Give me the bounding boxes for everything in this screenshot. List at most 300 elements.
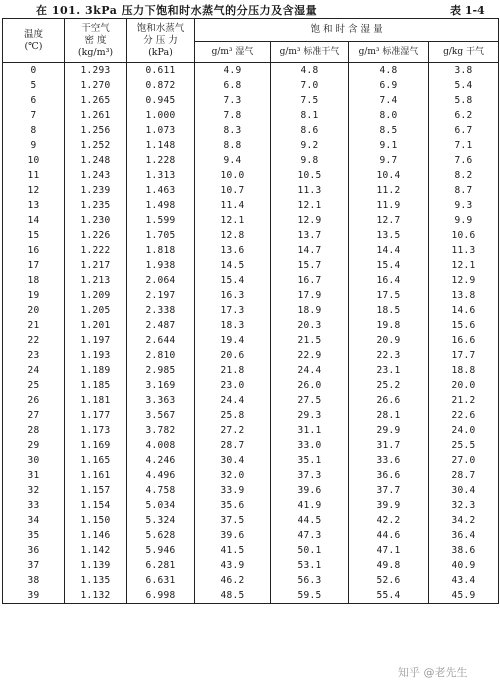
- moisture-humid-gas-cell: 9.4: [195, 153, 271, 168]
- pressure-cell: 1.000: [127, 108, 195, 123]
- moisture-std-dry-gas-cell: 39.6: [271, 483, 349, 498]
- density-cell: 1.189: [65, 363, 127, 378]
- moisture-dry-gas-kg-cell: 18.8: [429, 363, 499, 378]
- density-header-line: 密 度: [84, 34, 107, 46]
- moisture-dry-gas-kg-cell: 14.6: [429, 303, 499, 318]
- moisture-std-dry-gas-cell: 8.6: [271, 123, 349, 138]
- table-row: [3, 93, 499, 108]
- table-header: [3, 19, 499, 63]
- pressure-cell: 2.644: [127, 333, 195, 348]
- moisture-std-humid-gas-cell: 25.2: [349, 378, 429, 393]
- moisture-humid-gas-cell: 16.3: [195, 288, 271, 303]
- pressure-cell: 0.611: [127, 63, 195, 79]
- moisture-std-dry-gas-cell: 50.1: [271, 543, 349, 558]
- moisture-std-dry-gas-cell: 11.3: [271, 183, 349, 198]
- moisture-humid-gas-cell: 24.4: [195, 393, 271, 408]
- moisture-humid-gas-cell: 13.6: [195, 243, 271, 258]
- pressure-cell: 3.169: [127, 378, 195, 393]
- temperature-cell: 13: [3, 198, 65, 213]
- density-cell: 1.205: [65, 303, 127, 318]
- table-row: [3, 78, 499, 93]
- table-row: [3, 303, 499, 318]
- moisture-std-humid-gas-cell: 20.9: [349, 333, 429, 348]
- moisture-std-humid-gas-cell: 18.5: [349, 303, 429, 318]
- table-row: [3, 258, 499, 273]
- pressure-cell: 6.631: [127, 573, 195, 588]
- moisture-std-dry-gas-cell: 18.9: [271, 303, 349, 318]
- moisture-std-dry-gas-cell: 53.1: [271, 558, 349, 573]
- pressure-cell: 1.705: [127, 228, 195, 243]
- table-row: [3, 513, 499, 528]
- moisture-dry-gas-kg-cell: 38.6: [429, 543, 499, 558]
- moisture-std-humid-gas-cell: 37.7: [349, 483, 429, 498]
- temperature-cell: 19: [3, 288, 65, 303]
- moisture-std-humid-gas-cell: 42.2: [349, 513, 429, 528]
- density-cell: 1.185: [65, 378, 127, 393]
- moisture-dry-gas-kg-cell: 5.8: [429, 93, 499, 108]
- moisture-std-dry-gas-cell: 15.7: [271, 258, 349, 273]
- pressure-cell: 3.567: [127, 408, 195, 423]
- pressure-header-line: 分 压 力: [143, 34, 178, 46]
- table-row: [3, 408, 499, 423]
- moisture-dry-gas-kg-cell: 11.3: [429, 243, 499, 258]
- moisture-dry-gas-kg-cell: 21.2: [429, 393, 499, 408]
- temperature-header: [3, 19, 65, 63]
- table-row: [3, 168, 499, 183]
- density-cell: 1.146: [65, 528, 127, 543]
- pressure-header: [127, 19, 195, 63]
- moisture-std-dry-gas-cell: 47.3: [271, 528, 349, 543]
- moisture-std-humid-gas-cell: 22.3: [349, 348, 429, 363]
- moisture-humid-gas-cell: 15.4: [195, 273, 271, 288]
- temperature-cell: 8: [3, 123, 65, 138]
- moisture-std-dry-gas-cell: 26.0: [271, 378, 349, 393]
- moisture-dry-gas-kg-cell: 9.3: [429, 198, 499, 213]
- temperature-cell: 22: [3, 333, 65, 348]
- moisture-std-dry-gas-cell: 7.0: [271, 78, 349, 93]
- density-header-line: 干空气: [81, 22, 110, 34]
- moisture-dry-gas-kg-cell: 25.5: [429, 438, 499, 453]
- pressure-cell: 1.599: [127, 213, 195, 228]
- density-cell: 1.252: [65, 138, 127, 153]
- moisture-humid-gas-cell: 18.3: [195, 318, 271, 333]
- density-cell: 1.142: [65, 543, 127, 558]
- moisture-humid-gas-cell: 8.3: [195, 123, 271, 138]
- table-row: [3, 558, 499, 573]
- moisture-std-dry-gas-cell: 31.1: [271, 423, 349, 438]
- pressure-cell: 1.228: [127, 153, 195, 168]
- moisture-std-humid-gas-cell: 44.6: [349, 528, 429, 543]
- moisture-std-dry-gas-cell: 59.5: [271, 588, 349, 604]
- moisture-dry-gas-kg-cell: 5.4: [429, 78, 499, 93]
- moisture-humid-gas-cell: 20.6: [195, 348, 271, 363]
- table-row: [3, 423, 499, 438]
- temperature-cell: 34: [3, 513, 65, 528]
- density-cell: 1.139: [65, 558, 127, 573]
- moisture-std-dry-gas-cell: 24.4: [271, 363, 349, 378]
- moisture-std-humid-gas-cell: 15.4: [349, 258, 429, 273]
- density-unit: (kg/m³): [77, 46, 114, 58]
- pressure-cell: 2.338: [127, 303, 195, 318]
- moisture-humid-gas-cell: 14.5: [195, 258, 271, 273]
- temperature-cell: 15: [3, 228, 65, 243]
- temperature-cell: 11: [3, 168, 65, 183]
- temperature-cell: 24: [3, 363, 65, 378]
- moisture-std-dry-gas-cell: 14.7: [271, 243, 349, 258]
- moisture-humid-gas-cell: 30.4: [195, 453, 271, 468]
- moisture-std-humid-gas-cell: 19.8: [349, 318, 429, 333]
- moisture-humid-gas-cell: 25.8: [195, 408, 271, 423]
- pressure-cell: 0.945: [127, 93, 195, 108]
- table-row: [3, 138, 499, 153]
- moisture-dry-gas-kg-cell: 6.7: [429, 123, 499, 138]
- moisture-dry-gas-kg-cell: 32.3: [429, 498, 499, 513]
- moisture-std-humid-gas-cell: 7.4: [349, 93, 429, 108]
- pressure-cell: 5.324: [127, 513, 195, 528]
- pressure-header-line: 饱和水蒸气: [136, 22, 185, 34]
- moisture-group-header: 饱 和 时 含 湿 量: [195, 19, 499, 42]
- moisture-std-dry-gas-cell: 9.2: [271, 138, 349, 153]
- moisture-humid-gas-cell: 19.4: [195, 333, 271, 348]
- temperature-cell: 30: [3, 453, 65, 468]
- moisture-dry-gas-kg-cell: 7.1: [429, 138, 499, 153]
- temperature-cell: 20: [3, 303, 65, 318]
- moisture-humid-gas-cell: 33.9: [195, 483, 271, 498]
- density-header: [65, 19, 127, 63]
- moisture-humid-gas-cell: 8.8: [195, 138, 271, 153]
- pressure-cell: 1.148: [127, 138, 195, 153]
- table-row: [3, 498, 499, 513]
- table-row: [3, 228, 499, 243]
- moisture-humid-gas-cell: 10.0: [195, 168, 271, 183]
- moisture-std-humid-gas-cell: 39.9: [349, 498, 429, 513]
- moisture-std-humid-gas-cell: 11.9: [349, 198, 429, 213]
- moisture-std-humid-gas-cell: 8.5: [349, 123, 429, 138]
- moisture-humid-gas-cell: 7.3: [195, 93, 271, 108]
- pressure-cell: 1.073: [127, 123, 195, 138]
- pressure-cell: 3.363: [127, 393, 195, 408]
- moisture-humid-gas-cell: 21.8: [195, 363, 271, 378]
- density-cell: 1.154: [65, 498, 127, 513]
- pressure-cell: 1.463: [127, 183, 195, 198]
- moisture-dry-gas-kg-cell: 40.9: [429, 558, 499, 573]
- density-cell: 1.256: [65, 123, 127, 138]
- table-row: [3, 273, 499, 288]
- moisture-humid-gas-cell: 10.7: [195, 183, 271, 198]
- moisture-std-dry-gas-cell: 37.3: [271, 468, 349, 483]
- moisture-dry-gas-kg-cell: 8.2: [429, 168, 499, 183]
- moisture-std-dry-gas-cell: 33.0: [271, 438, 349, 453]
- table-row: [3, 288, 499, 303]
- moisture-dry-gas-kg-cell: 12.1: [429, 258, 499, 273]
- temperature-cell: 36: [3, 543, 65, 558]
- moisture-std-dry-gas-cell: 41.9: [271, 498, 349, 513]
- moisture-dry-gas-kg-cell: 36.4: [429, 528, 499, 543]
- moisture-humid-gas-cell: 39.6: [195, 528, 271, 543]
- moisture-std-dry-gas-cell: 10.5: [271, 168, 349, 183]
- density-cell: 1.217: [65, 258, 127, 273]
- table-row: [3, 198, 499, 213]
- temperature-cell: 27: [3, 408, 65, 423]
- table-row: [3, 528, 499, 543]
- moisture-std-dry-gas-cell: 13.7: [271, 228, 349, 243]
- table-row: [3, 573, 499, 588]
- temperature-cell: 29: [3, 438, 65, 453]
- temperature-cell: 5: [3, 78, 65, 93]
- density-cell: 1.181: [65, 393, 127, 408]
- moisture-std-humid-gas-cell: 14.4: [349, 243, 429, 258]
- temperature-unit: (℃): [24, 40, 43, 52]
- moisture-std-humid-gas-cell: 8.0: [349, 108, 429, 123]
- moisture-dry-gas-kg-cell: 17.7: [429, 348, 499, 363]
- moisture-dry-gas-kg-cell: 28.7: [429, 468, 499, 483]
- moisture-humid-gas-cell: 28.7: [195, 438, 271, 453]
- moisture-humid-gas-cell: 37.5: [195, 513, 271, 528]
- table-row: [3, 468, 499, 483]
- moisture-std-dry-gas-cell: 20.3: [271, 318, 349, 333]
- moisture-std-humid-gas-cell: 11.2: [349, 183, 429, 198]
- density-cell: 1.165: [65, 453, 127, 468]
- moisture-std-dry-gas-header: g/m³ 标准干气: [271, 42, 349, 63]
- moisture-humid-gas-cell: 43.9: [195, 558, 271, 573]
- pressure-cell: 2.487: [127, 318, 195, 333]
- table-row: [3, 63, 499, 79]
- density-cell: 1.177: [65, 408, 127, 423]
- moisture-std-dry-gas-cell: 22.9: [271, 348, 349, 363]
- pressure-cell: 4.008: [127, 438, 195, 453]
- density-cell: 1.265: [65, 93, 127, 108]
- table-row: [3, 393, 499, 408]
- moisture-humid-gas-cell: 27.2: [195, 423, 271, 438]
- moisture-humid-gas-cell: 11.4: [195, 198, 271, 213]
- moisture-dry-gas-kg-cell: 8.7: [429, 183, 499, 198]
- moisture-std-humid-gas-cell: 17.5: [349, 288, 429, 303]
- moisture-std-dry-gas-cell: 16.7: [271, 273, 349, 288]
- density-cell: 1.132: [65, 588, 127, 604]
- table-row: [3, 348, 499, 363]
- pressure-cell: 0.872: [127, 78, 195, 93]
- moisture-std-humid-gas-cell: 49.8: [349, 558, 429, 573]
- moisture-dry-gas-kg-cell: 13.8: [429, 288, 499, 303]
- temperature-cell: 18: [3, 273, 65, 288]
- moisture-std-dry-gas-cell: 12.1: [271, 198, 349, 213]
- moisture-humid-gas-cell: 48.5: [195, 588, 271, 604]
- temperature-cell: 37: [3, 558, 65, 573]
- moisture-std-humid-gas-cell: 10.4: [349, 168, 429, 183]
- moisture-std-humid-gas-cell: 6.9: [349, 78, 429, 93]
- moisture-std-dry-gas-cell: 56.3: [271, 573, 349, 588]
- table-row: [3, 483, 499, 498]
- table-row: [3, 588, 499, 604]
- moisture-dry-gas-kg-cell: 9.9: [429, 213, 499, 228]
- table-row: [3, 243, 499, 258]
- density-cell: 1.230: [65, 213, 127, 228]
- moisture-humid-gas-cell: 23.0: [195, 378, 271, 393]
- pressure-cell: 4.496: [127, 468, 195, 483]
- density-cell: 1.226: [65, 228, 127, 243]
- table-body: [3, 63, 499, 604]
- table-row: [3, 543, 499, 558]
- moisture-std-humid-gas-header: g/m³ 标准湿气: [349, 42, 429, 63]
- moisture-std-humid-gas-cell: 13.5: [349, 228, 429, 243]
- moisture-dry-gas-kg-cell: 43.4: [429, 573, 499, 588]
- table-row: [3, 213, 499, 228]
- moisture-humid-gas-cell: 12.1: [195, 213, 271, 228]
- moisture-humid-gas-cell: 35.6: [195, 498, 271, 513]
- moisture-dry-gas-kg-cell: 12.9: [429, 273, 499, 288]
- moisture-std-humid-gas-cell: 33.6: [349, 453, 429, 468]
- moisture-dry-gas-kg-cell: 34.2: [429, 513, 499, 528]
- humidity-table: [2, 18, 499, 604]
- moisture-dry-gas-kg-cell: 30.4: [429, 483, 499, 498]
- moisture-std-humid-gas-cell: 4.8: [349, 63, 429, 79]
- pressure-cell: 1.313: [127, 168, 195, 183]
- moisture-std-humid-gas-cell: 55.4: [349, 588, 429, 604]
- table-row: [3, 378, 499, 393]
- moisture-std-dry-gas-cell: 9.8: [271, 153, 349, 168]
- moisture-dry-gas-kg-cell: 20.0: [429, 378, 499, 393]
- moisture-humid-gas-cell: 7.8: [195, 108, 271, 123]
- density-cell: 1.169: [65, 438, 127, 453]
- table-row: [3, 453, 499, 468]
- moisture-std-dry-gas-cell: 12.9: [271, 213, 349, 228]
- temperature-cell: 23: [3, 348, 65, 363]
- density-cell: 1.213: [65, 273, 127, 288]
- temperature-cell: 21: [3, 318, 65, 333]
- pressure-cell: 3.782: [127, 423, 195, 438]
- moisture-humid-gas-cell: 6.8: [195, 78, 271, 93]
- moisture-humid-gas-header: g/m³ 湿气: [195, 42, 271, 63]
- pressure-unit: (kPa): [148, 46, 173, 58]
- temperature-cell: 14: [3, 213, 65, 228]
- density-cell: 1.193: [65, 348, 127, 363]
- density-cell: 1.161: [65, 468, 127, 483]
- density-cell: 1.197: [65, 333, 127, 348]
- moisture-std-dry-gas-cell: 27.5: [271, 393, 349, 408]
- moisture-dry-gas-kg-cell: 15.6: [429, 318, 499, 333]
- pressure-cell: 6.998: [127, 588, 195, 604]
- moisture-std-humid-gas-cell: 12.7: [349, 213, 429, 228]
- moisture-humid-gas-cell: 4.9: [195, 63, 271, 79]
- pressure-cell: 4.758: [127, 483, 195, 498]
- moisture-dry-gas-kg-cell: 24.0: [429, 423, 499, 438]
- temperature-header-line: 温度: [23, 28, 43, 40]
- table-row: [3, 363, 499, 378]
- moisture-std-humid-gas-cell: 9.1: [349, 138, 429, 153]
- moisture-std-humid-gas-cell: 26.6: [349, 393, 429, 408]
- temperature-cell: 25: [3, 378, 65, 393]
- table-row: [3, 318, 499, 333]
- moisture-std-humid-gas-cell: 28.1: [349, 408, 429, 423]
- moisture-humid-gas-cell: 12.8: [195, 228, 271, 243]
- moisture-dry-gas-kg-cell: 6.2: [429, 108, 499, 123]
- table-row: [3, 108, 499, 123]
- density-cell: 1.261: [65, 108, 127, 123]
- pressure-cell: 2.810: [127, 348, 195, 363]
- density-cell: 1.235: [65, 198, 127, 213]
- moisture-humid-gas-cell: 46.2: [195, 573, 271, 588]
- density-cell: 1.173: [65, 423, 127, 438]
- temperature-cell: 38: [3, 573, 65, 588]
- table-row: [3, 153, 499, 168]
- moisture-dry-gas-kg-cell: 16.6: [429, 333, 499, 348]
- watermark: 知乎 @老先生: [398, 666, 468, 679]
- moisture-std-humid-gas-cell: 9.7: [349, 153, 429, 168]
- table-row: [3, 123, 499, 138]
- density-cell: 1.222: [65, 243, 127, 258]
- moisture-dry-gas-kg-cell: 45.9: [429, 588, 499, 604]
- pressure-cell: 2.985: [127, 363, 195, 378]
- table-row: [3, 183, 499, 198]
- density-cell: 1.248: [65, 153, 127, 168]
- pressure-cell: 1.818: [127, 243, 195, 258]
- moisture-dry-gas-kg-cell: 10.6: [429, 228, 499, 243]
- moisture-std-dry-gas-cell: 29.3: [271, 408, 349, 423]
- table-title: 在 101. 3kPa 压力下饱和时水蒸气的分压力及含湿量: [36, 4, 318, 17]
- pressure-cell: 5.034: [127, 498, 195, 513]
- temperature-cell: 17: [3, 258, 65, 273]
- temperature-cell: 31: [3, 468, 65, 483]
- temperature-cell: 6: [3, 93, 65, 108]
- moisture-dry-gas-kg-cell: 7.6: [429, 153, 499, 168]
- density-cell: 1.150: [65, 513, 127, 528]
- pressure-cell: 6.281: [127, 558, 195, 573]
- pressure-cell: 1.498: [127, 198, 195, 213]
- temperature-cell: 0: [3, 63, 65, 79]
- density-cell: 1.270: [65, 78, 127, 93]
- moisture-humid-gas-cell: 41.5: [195, 543, 271, 558]
- moisture-std-humid-gas-cell: 52.6: [349, 573, 429, 588]
- table-row: [3, 333, 499, 348]
- pressure-cell: 2.197: [127, 288, 195, 303]
- table-number: 表 1-4: [450, 4, 485, 17]
- moisture-std-dry-gas-cell: 8.1: [271, 108, 349, 123]
- temperature-cell: 7: [3, 108, 65, 123]
- title-bar: [0, 0, 500, 18]
- temperature-cell: 10: [3, 153, 65, 168]
- temperature-cell: 39: [3, 588, 65, 604]
- pressure-cell: 5.946: [127, 543, 195, 558]
- density-cell: 1.135: [65, 573, 127, 588]
- moisture-dry-gas-kg-cell: 27.0: [429, 453, 499, 468]
- moisture-humid-gas-cell: 17.3: [195, 303, 271, 318]
- moisture-std-dry-gas-cell: 17.9: [271, 288, 349, 303]
- pressure-cell: 5.628: [127, 528, 195, 543]
- temperature-cell: 28: [3, 423, 65, 438]
- temperature-cell: 32: [3, 483, 65, 498]
- moisture-dry-gas-kg-header: g/kg 干气: [429, 42, 499, 63]
- density-cell: 1.201: [65, 318, 127, 333]
- moisture-std-humid-gas-cell: 47.1: [349, 543, 429, 558]
- moisture-std-dry-gas-cell: 44.5: [271, 513, 349, 528]
- moisture-std-dry-gas-cell: 35.1: [271, 453, 349, 468]
- temperature-cell: 9: [3, 138, 65, 153]
- temperature-cell: 35: [3, 528, 65, 543]
- pressure-cell: 4.246: [127, 453, 195, 468]
- density-cell: 1.293: [65, 63, 127, 79]
- moisture-std-dry-gas-cell: 7.5: [271, 93, 349, 108]
- moisture-std-humid-gas-cell: 31.7: [349, 438, 429, 453]
- moisture-std-humid-gas-cell: 29.9: [349, 423, 429, 438]
- pressure-cell: 2.064: [127, 273, 195, 288]
- density-cell: 1.239: [65, 183, 127, 198]
- temperature-cell: 26: [3, 393, 65, 408]
- moisture-std-dry-gas-cell: 4.8: [271, 63, 349, 79]
- table-row: [3, 438, 499, 453]
- moisture-std-humid-gas-cell: 16.4: [349, 273, 429, 288]
- pressure-cell: 1.938: [127, 258, 195, 273]
- density-cell: 1.243: [65, 168, 127, 183]
